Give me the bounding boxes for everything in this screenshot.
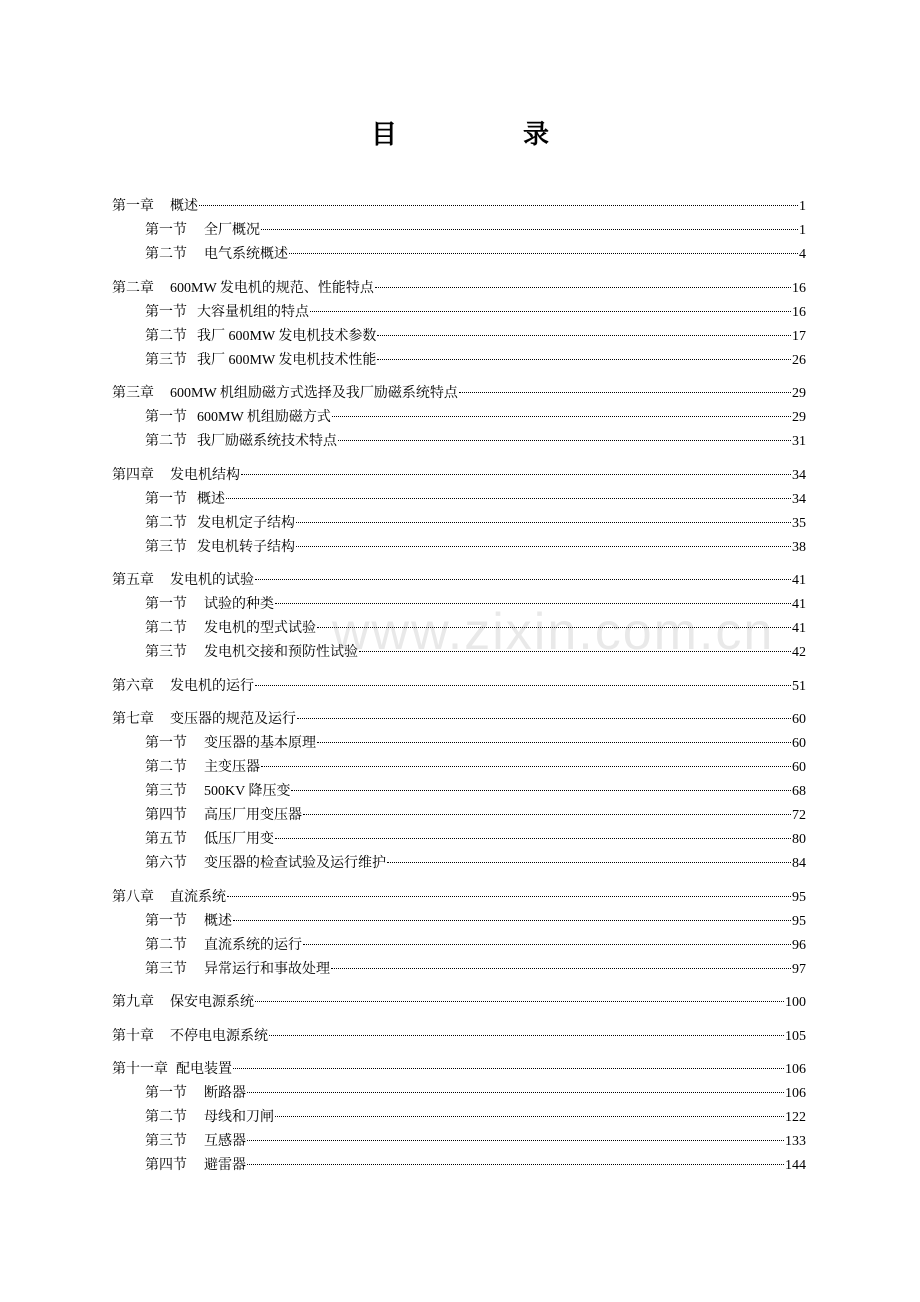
toc-entry-page-number: 29 xyxy=(792,410,806,425)
toc-section-entry[interactable] xyxy=(112,958,806,982)
toc-entry-page-number: 68 xyxy=(792,784,806,799)
toc-entry-page-number: 34 xyxy=(792,491,806,507)
toc-chapter-entry[interactable] xyxy=(112,1058,806,1082)
toc-entry-title: 发电机转子结构 xyxy=(197,539,295,555)
toc-chapter-entry[interactable] xyxy=(112,675,806,699)
dot-leader xyxy=(261,766,791,767)
toc-entry-title: 电气系统概述 xyxy=(204,247,288,262)
toc-entry-label: 第二节 xyxy=(145,1110,187,1125)
toc-entry-label: 第五章 xyxy=(112,573,154,588)
toc-entry-label: 第二节 xyxy=(145,515,187,531)
toc-entry-title: 异常运行和事故处理 xyxy=(204,961,330,977)
toc-chapter-entry[interactable] xyxy=(112,708,806,732)
toc-entry-title: 600MW 发电机的规范、性能特点 xyxy=(170,280,374,296)
toc-section-entry[interactable] xyxy=(112,593,806,617)
toc-chapter-entry[interactable] xyxy=(112,1025,806,1049)
toc-entry-page-number: 106 xyxy=(785,1062,806,1077)
toc-entry-page-number: 144 xyxy=(785,1158,806,1173)
dot-leader xyxy=(261,229,798,230)
dot-leader xyxy=(275,603,791,604)
toc-entry-page-number: 97 xyxy=(792,961,806,977)
toc-entry-label: 第六节 xyxy=(145,856,187,871)
dot-leader xyxy=(255,579,791,580)
toc-entry-title: 母线和刀闸 xyxy=(204,1110,274,1125)
toc-section-entry[interactable] xyxy=(112,488,806,512)
toc-entry-label: 第二节 xyxy=(145,760,187,775)
toc-chapter-entry[interactable] xyxy=(112,277,806,301)
toc-entry-title: 概述 xyxy=(170,199,198,214)
toc-entry-title: 保安电源系统 xyxy=(170,995,254,1010)
toc-entry-title: 避雷器 xyxy=(204,1158,246,1173)
toc-entry-page-number: 35 xyxy=(792,515,806,531)
dot-leader xyxy=(269,1035,784,1036)
toc-entry-page-number: 17 xyxy=(792,328,806,344)
toc-entry-title: 发电机的试验 xyxy=(170,573,254,588)
toc-entry-title: 发电机结构 xyxy=(170,467,240,483)
toc-entry-label: 第二节 xyxy=(145,247,187,262)
toc-entry-page-number: 106 xyxy=(785,1086,806,1101)
dot-leader xyxy=(303,814,791,815)
toc-entry-label: 第四章 xyxy=(112,467,154,483)
toc-section-entry[interactable] xyxy=(112,406,806,430)
dot-leader xyxy=(275,1116,784,1117)
toc-entry-title: 600MW 机组励磁方式 xyxy=(197,410,331,425)
toc-section-entry[interactable] xyxy=(112,756,806,780)
table-of-contents xyxy=(112,195,806,1178)
toc-entry-page-number: 41 xyxy=(792,573,806,588)
toc-entry-title: 全厂概况 xyxy=(204,223,260,238)
toc-entry-title: 互感器 xyxy=(204,1134,246,1149)
toc-section-entry[interactable] xyxy=(112,349,806,373)
toc-entry-label: 第一节 xyxy=(145,1086,187,1101)
dot-leader xyxy=(255,1001,784,1002)
dot-leader xyxy=(233,920,791,921)
toc-entry-page-number: 1 xyxy=(799,199,806,214)
toc-entry-label: 第六章 xyxy=(112,678,154,694)
toc-entry-page-number: 72 xyxy=(792,808,806,823)
toc-entry-page-number: 1 xyxy=(799,223,806,238)
toc-entry-title: 配电装置 xyxy=(176,1062,232,1077)
toc-entry-label: 第二节 xyxy=(145,328,187,344)
toc-entry-label: 第一节 xyxy=(145,913,187,929)
toc-entry-title: 500KV 降压变 xyxy=(204,784,291,799)
dot-leader xyxy=(387,862,791,863)
toc-chapter-entry[interactable] xyxy=(112,569,806,593)
toc-entry-title: 断路器 xyxy=(204,1086,246,1101)
dot-leader xyxy=(291,790,791,791)
dot-leader xyxy=(359,651,791,652)
toc-section-entry[interactable] xyxy=(112,1082,806,1106)
toc-section-entry[interactable] xyxy=(112,641,806,665)
toc-entry-page-number: 16 xyxy=(792,304,806,320)
toc-entry-page-number: 95 xyxy=(792,889,806,905)
toc-entry-page-number: 31 xyxy=(792,434,806,449)
toc-entry-label: 第三章 xyxy=(112,386,154,401)
toc-entry-label: 第十一章 xyxy=(112,1062,168,1077)
toc-entry-label: 第八章 xyxy=(112,889,154,905)
toc-entry-page-number: 38 xyxy=(792,539,806,555)
toc-entry-page-number: 60 xyxy=(792,736,806,751)
dot-leader xyxy=(247,1164,784,1165)
toc-section-entry[interactable] xyxy=(112,1130,806,1154)
dot-leader xyxy=(310,311,791,312)
toc-entry-title: 不停电电源系统 xyxy=(170,1028,268,1044)
toc-entry-title: 直流系统 xyxy=(170,889,226,905)
toc-entry-page-number: 26 xyxy=(792,352,806,368)
toc-entry-page-number: 16 xyxy=(792,280,806,296)
toc-section-entry[interactable] xyxy=(112,219,806,243)
toc-entry-label: 第三节 xyxy=(145,961,187,977)
dot-leader xyxy=(289,253,798,254)
toc-section-entry[interactable] xyxy=(112,1106,806,1130)
toc-entry-label: 第三节 xyxy=(145,645,187,660)
toc-entry-label: 第二节 xyxy=(145,621,187,636)
page-title: 目 录 xyxy=(370,120,599,150)
toc-entry-title: 大容量机组的特点 xyxy=(197,304,309,320)
toc-section-entry[interactable] xyxy=(112,301,806,325)
dot-leader xyxy=(375,287,791,288)
toc-entry-title: 我厂 600MW 发电机技术参数 xyxy=(197,328,377,344)
toc-entry-title: 变压器的规范及运行 xyxy=(170,712,296,727)
dot-leader xyxy=(233,1068,784,1069)
toc-entry-page-number: 42 xyxy=(792,645,806,660)
toc-section-entry[interactable] xyxy=(112,804,806,828)
toc-chapter-entry[interactable] xyxy=(112,195,806,219)
dot-leader xyxy=(241,474,791,475)
toc-entry-label: 第一节 xyxy=(145,597,187,612)
toc-entry-title: 高压厂用变压器 xyxy=(204,808,302,823)
toc-entry-page-number: 80 xyxy=(792,832,806,847)
toc-section-entry[interactable] xyxy=(112,430,806,454)
toc-entry-title: 发电机交接和预防性试验 xyxy=(204,645,358,660)
dot-leader xyxy=(332,416,791,417)
toc-entry-title: 变压器的基本原理 xyxy=(204,736,316,751)
toc-section-entry[interactable] xyxy=(112,617,806,641)
dot-leader xyxy=(296,546,791,547)
watermark: www.zixin.com.cn xyxy=(332,603,775,661)
toc-entry-label: 第一节 xyxy=(145,410,187,425)
dot-leader xyxy=(255,685,791,686)
toc-section-entry[interactable] xyxy=(112,852,806,876)
toc-chapter-entry[interactable] xyxy=(112,886,806,910)
toc-entry-page-number: 100 xyxy=(785,995,806,1010)
toc-section-entry[interactable] xyxy=(112,732,806,756)
toc-chapter-entry[interactable] xyxy=(112,464,806,488)
toc-entry-page-number: 4 xyxy=(799,247,806,262)
toc-entry-label: 第十章 xyxy=(112,1028,154,1044)
dot-leader xyxy=(247,1140,784,1141)
toc-entry-title: 直流系统的运行 xyxy=(204,937,302,953)
toc-entry-title: 发电机的运行 xyxy=(170,678,254,694)
toc-entry-label: 第二章 xyxy=(112,280,154,296)
toc-entry-title: 主变压器 xyxy=(204,760,260,775)
toc-entry-title: 低压厂用变 xyxy=(204,832,274,847)
dot-leader xyxy=(226,498,791,499)
dot-leader xyxy=(275,838,791,839)
toc-chapter-entry[interactable] xyxy=(112,991,806,1015)
dot-leader xyxy=(303,944,791,945)
toc-entry-label: 第一节 xyxy=(145,223,187,238)
toc-entry-label: 第一节 xyxy=(145,304,187,320)
toc-entry-page-number: 41 xyxy=(792,597,806,612)
toc-entry-label: 第一章 xyxy=(112,199,154,214)
dot-leader xyxy=(317,742,791,743)
dot-leader xyxy=(296,522,791,523)
dot-leader xyxy=(199,205,798,206)
toc-section-entry[interactable] xyxy=(112,1154,806,1178)
toc-entry-label: 第一节 xyxy=(145,491,187,507)
dot-leader xyxy=(227,896,791,897)
toc-section-entry[interactable] xyxy=(112,780,806,804)
toc-chapter-entry[interactable] xyxy=(112,382,806,406)
toc-section-entry[interactable] xyxy=(112,325,806,349)
toc-entry-title: 我厂励磁系统技术特点 xyxy=(197,434,337,449)
dot-leader xyxy=(317,627,791,628)
toc-entry-label: 第二节 xyxy=(145,937,187,953)
toc-entry-page-number: 34 xyxy=(792,467,806,483)
dot-leader xyxy=(377,335,791,336)
toc-entry-page-number: 105 xyxy=(785,1028,806,1044)
toc-entry-label: 第三节 xyxy=(145,784,187,799)
toc-entry-title: 变压器的检查试验及运行维护 xyxy=(204,856,386,871)
toc-section-entry[interactable] xyxy=(112,910,806,934)
toc-entry-page-number: 95 xyxy=(792,913,806,929)
toc-section-entry[interactable] xyxy=(112,828,806,852)
toc-entry-title: 概述 xyxy=(204,913,232,929)
dot-leader xyxy=(377,359,791,360)
toc-entry-title: 我厂 600MW 发电机技术性能 xyxy=(197,352,377,368)
toc-entry-label: 第一节 xyxy=(145,736,187,751)
toc-entry-page-number: 60 xyxy=(792,712,806,727)
toc-entry-label: 第三节 xyxy=(145,539,187,555)
toc-entry-page-number: 133 xyxy=(785,1134,806,1149)
toc-entry-page-number: 122 xyxy=(785,1110,806,1125)
toc-entry-title: 试验的种类 xyxy=(204,597,274,612)
toc-entry-page-number: 60 xyxy=(792,760,806,775)
toc-entry-page-number: 29 xyxy=(792,386,806,401)
toc-entry-title: 发电机的型式试验 xyxy=(204,621,316,636)
dot-leader xyxy=(459,392,791,393)
toc-entry-page-number: 51 xyxy=(792,678,806,694)
toc-entry-label: 第四节 xyxy=(145,1158,187,1173)
dot-leader xyxy=(247,1092,784,1093)
toc-section-entry[interactable] xyxy=(112,512,806,536)
toc-entry-title: 600MW 机组励磁方式选择及我厂励磁系统特点 xyxy=(170,386,458,401)
dot-leader xyxy=(297,718,791,719)
toc-section-entry[interactable] xyxy=(112,243,806,267)
toc-section-entry[interactable] xyxy=(112,934,806,958)
toc-entry-label: 第三节 xyxy=(145,352,187,368)
dot-leader xyxy=(331,968,791,969)
toc-entry-label: 第五节 xyxy=(145,832,187,847)
toc-entry-label: 第二节 xyxy=(145,434,187,449)
toc-section-entry[interactable] xyxy=(112,536,806,560)
toc-entry-page-number: 41 xyxy=(792,621,806,636)
toc-entry-page-number: 96 xyxy=(792,937,806,953)
toc-entry-label: 第三节 xyxy=(145,1134,187,1149)
toc-entry-label: 第七章 xyxy=(112,712,154,727)
dot-leader xyxy=(338,440,791,441)
toc-entry-page-number: 84 xyxy=(792,856,806,871)
toc-entry-title: 发电机定子结构 xyxy=(197,515,295,531)
toc-entry-title: 概述 xyxy=(197,491,225,507)
toc-entry-label: 第四节 xyxy=(145,808,187,823)
toc-entry-label: 第九章 xyxy=(112,995,154,1010)
